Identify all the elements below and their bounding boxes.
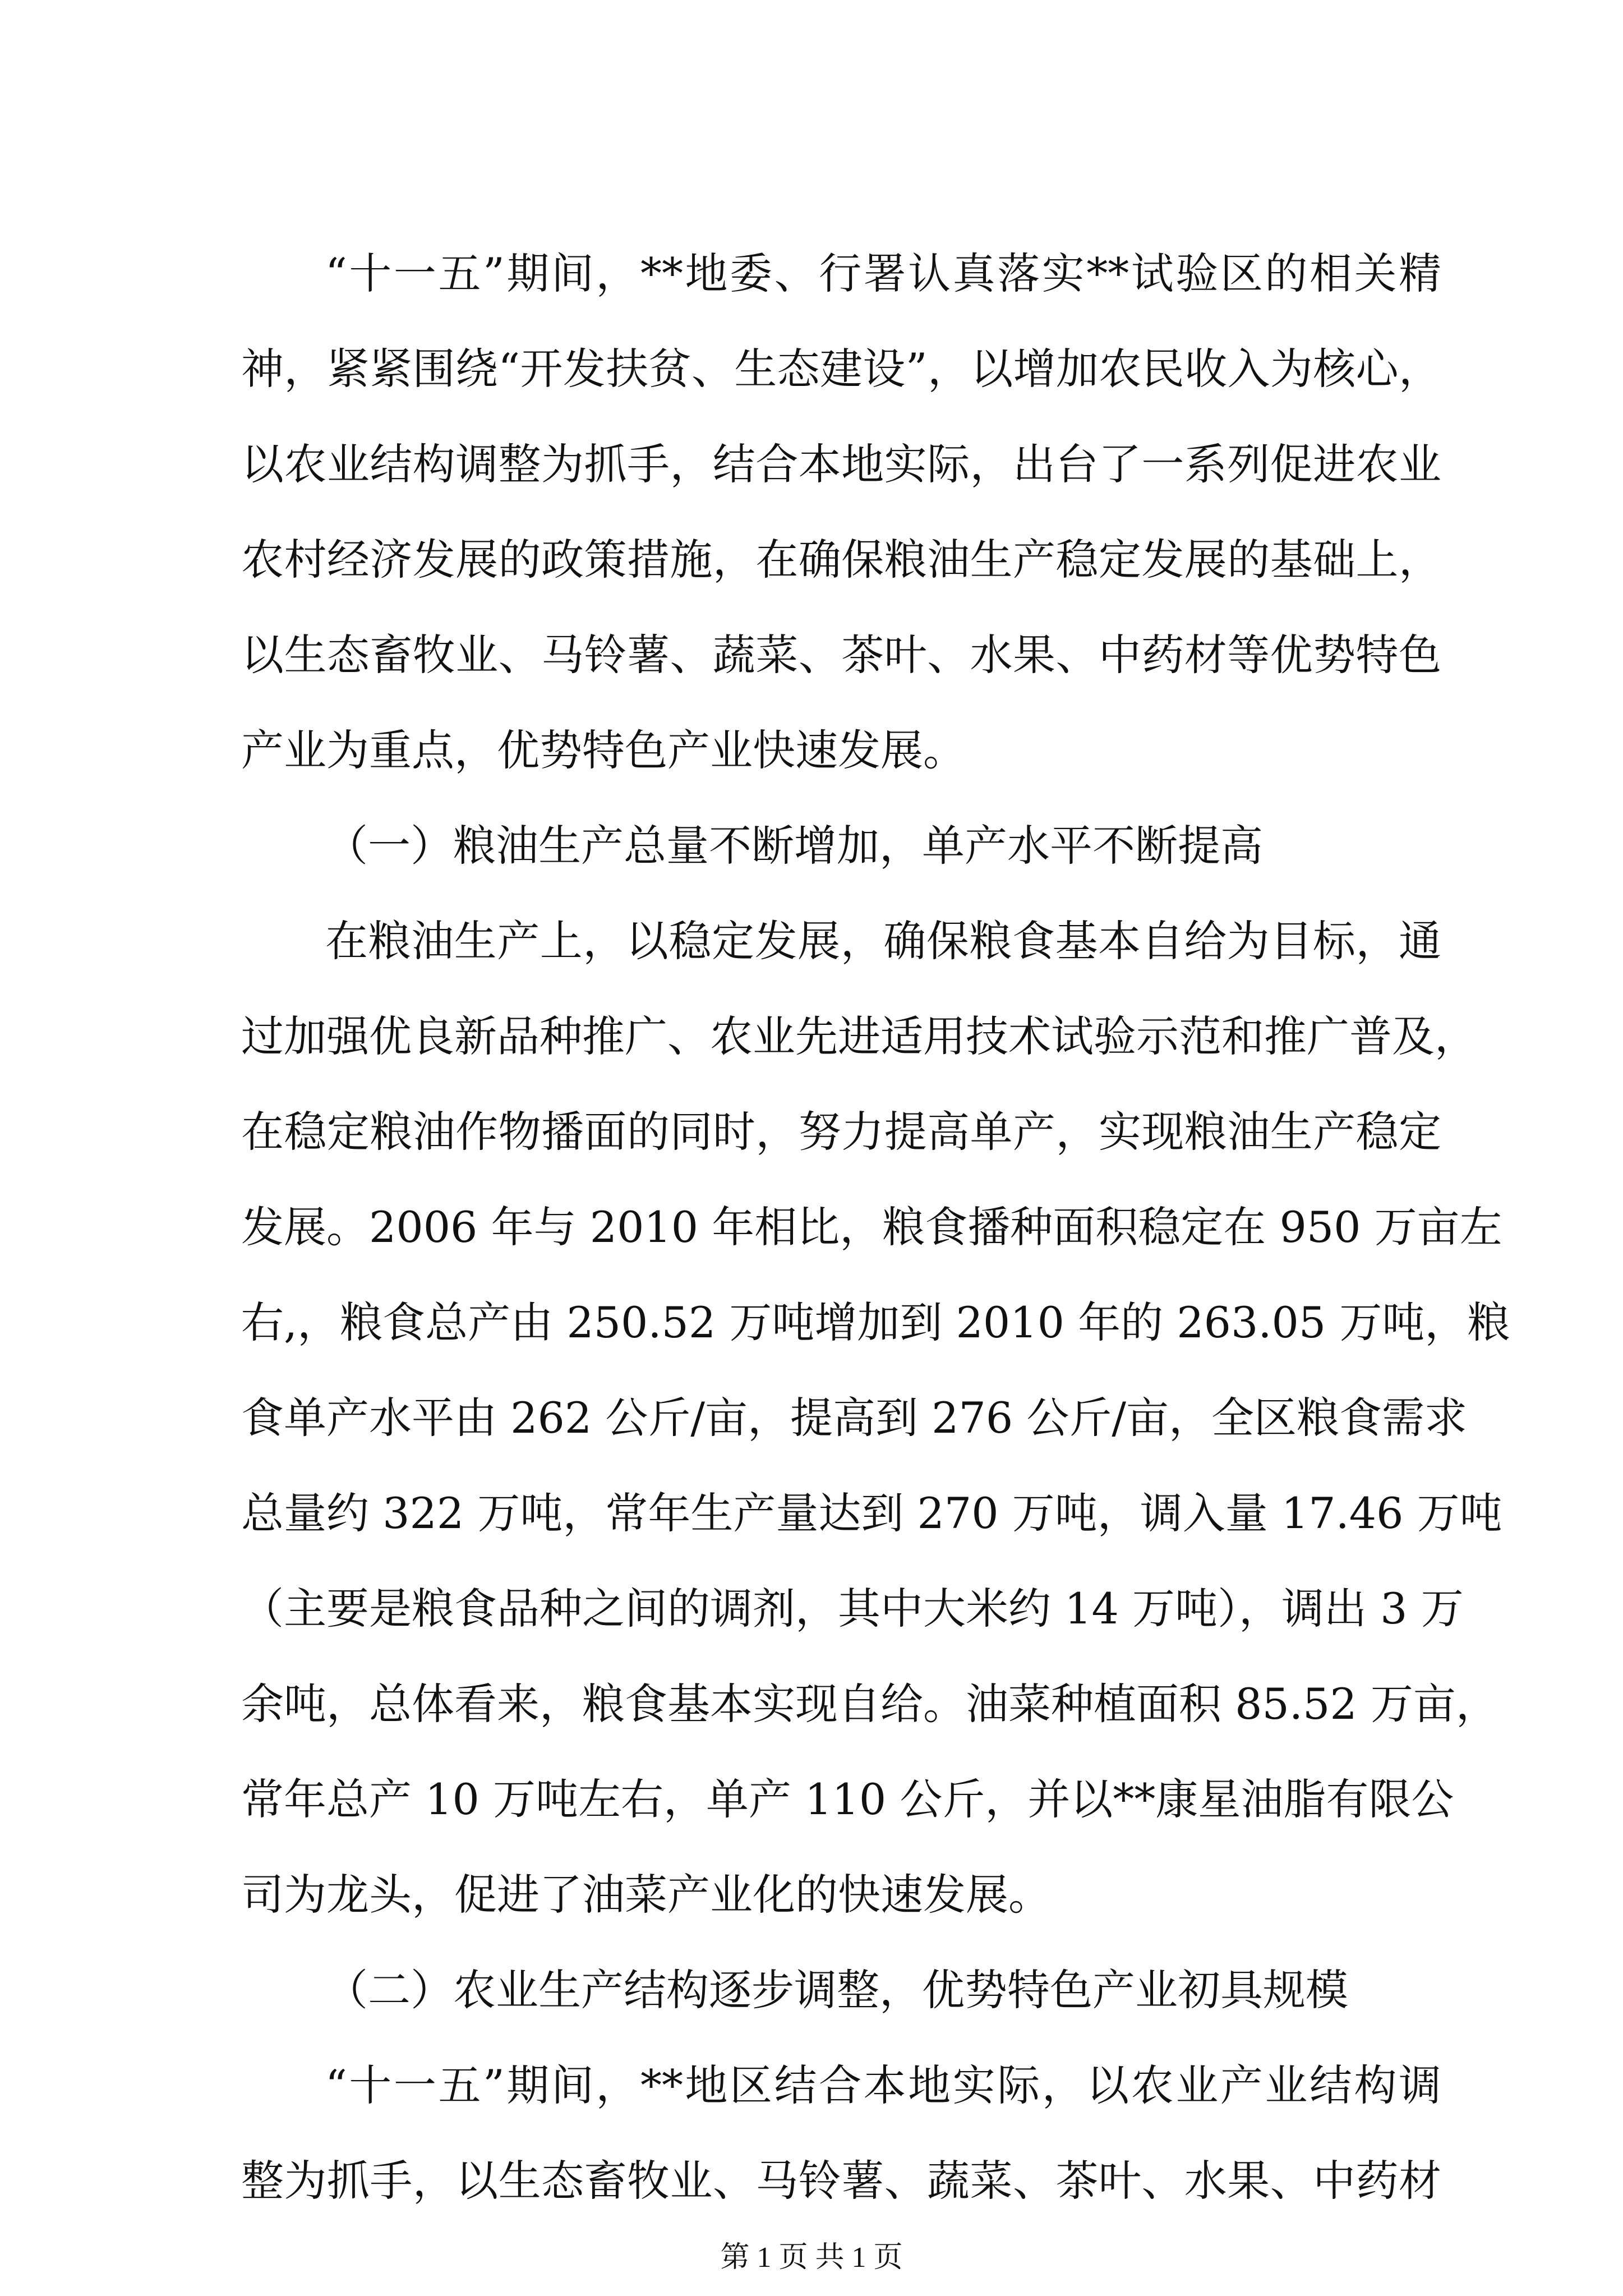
paragraph-1-line-4: 农村经济发展的政策措施，在确保粮油生产稳定发展的基础上， <box>241 535 1441 585</box>
paragraph-2-line-1: 在粮油生产上，以稳定发展，确保粮食基本自给为目标，通 <box>325 916 1441 966</box>
paragraph-2-line-3: 在稳定粮油作物播面的同时，努力提高单产，实现粮油生产稳定 <box>241 1107 1441 1157</box>
paragraph-1-line-5: 以生态畜牧业、马铃薯、蔬菜、茶叶、水果、中药材等优势特色 <box>241 630 1441 680</box>
page-footer: 第 1 页 共 1 页 <box>720 2242 903 2274</box>
paragraph-2-line-8: （主要是粮食品种之间的调剂，其中大米约 14 万吨），调出 3 万 <box>241 1584 1464 1634</box>
paragraph-1-line-1: “十一五”期间，**地委、行署认真落实**试验区的相关精 <box>325 249 1441 298</box>
paragraph-2-line-11: 司为龙头，促进了油菜产业化的快速发展。 <box>241 1870 1051 1920</box>
paragraph-2-line-7: 总量约 322 万吨，常年生产量达到 270 万吨，调入量 17.46 万吨 <box>241 1488 1502 1538</box>
paragraph-2-line-5: 右,，粮食总产由 250.52 万吨增加到 2010 年的 263.05 万吨，粮 <box>241 1297 1510 1347</box>
paragraph-2-line-2: 过加强优良新品种推广、农业先进适用技术试验示范和推广普及， <box>241 1011 1477 1061</box>
paragraph-2-line-6: 食单产水平由 262 公斤/亩，提高到 276 公斤/亩，全区粮食需求 <box>241 1393 1467 1443</box>
section-heading-2: （二）农业生产结构逐步调整，优势特色产业初具规模 <box>325 1965 1348 2015</box>
paragraph-2-line-4: 发展。2006 年与 2010 年相比，粮食播种面积稳定在 950 万亩左 <box>241 1202 1502 1252</box>
paragraph-2-line-10: 常年总产 10 万吨左右，单产 110 公斤，并以**康星油脂有限公 <box>241 1774 1454 1824</box>
paragraph-1-line-6: 产业为重点，优势特色产业快速发展。 <box>241 725 966 775</box>
paragraph-2-line-9: 余吨，总体看来，粮食基本实现自给。油菜种植面积 85.52 万亩， <box>241 1679 1498 1729</box>
section-heading-1: （一）粮油生产总量不断增加，单产水平不断提高 <box>325 821 1263 871</box>
paragraph-3-line-1: “十一五”期间，**地区结合本地实际，以农业产业结构调 <box>325 2060 1441 2110</box>
paragraph-1-line-3: 以农业结构调整为抓手，结合本地实际，出台了一系列促进农业 <box>241 439 1441 489</box>
paragraph-1-line-2: 神，紧紧围绕“开发扶贫、生态建设”，以增加农民收入为核心， <box>241 344 1441 394</box>
paragraph-3-line-2: 整为抓手，以生态畜牧业、马铃薯、蔬菜、茶叶、水果、中药材 <box>241 2156 1441 2206</box>
